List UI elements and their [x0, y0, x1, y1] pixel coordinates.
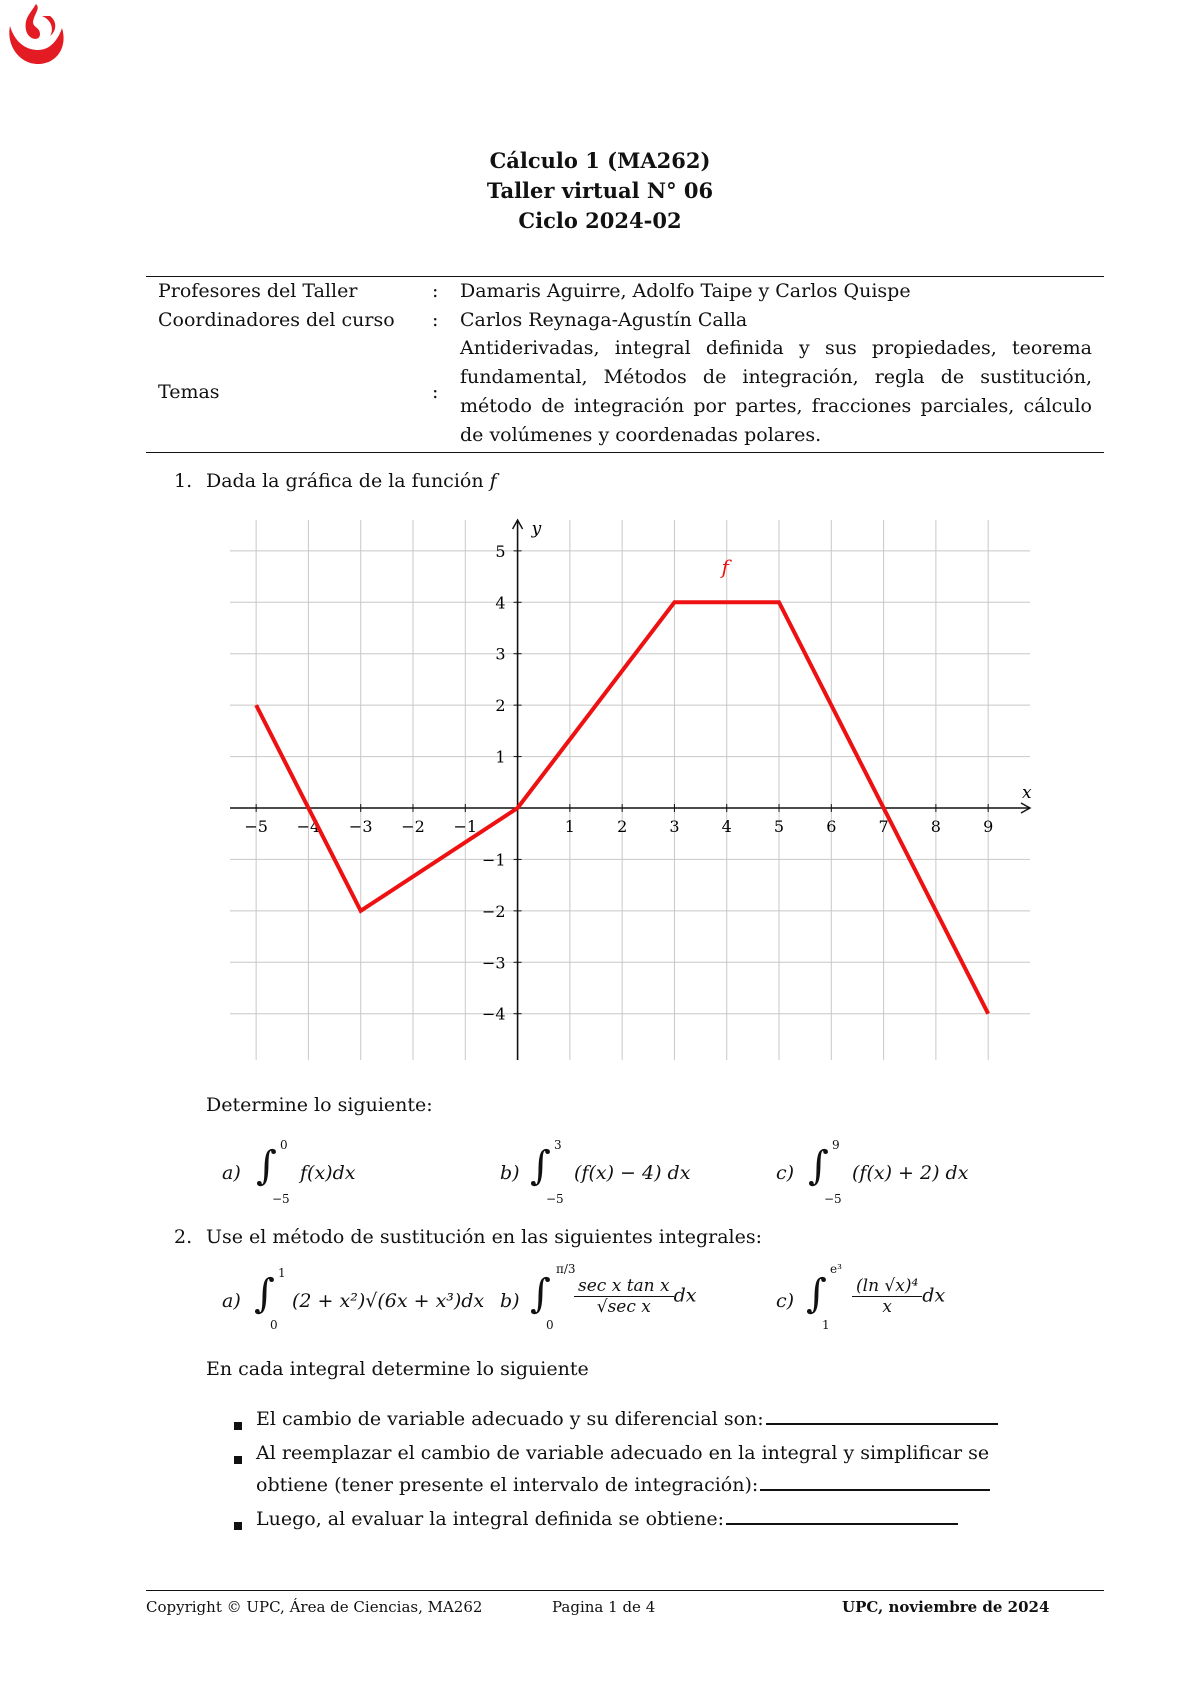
- x-tick-label: 2: [617, 817, 628, 836]
- chart-ticks: [244, 542, 993, 1024]
- q1-item-c-integrand: (f(x) + 2) dx: [852, 1162, 969, 1184]
- x-tick-label: 3: [669, 817, 680, 836]
- q1-item-b-integral-sign: ∫: [530, 1143, 551, 1189]
- q1-determine: Determine lo siguiente:: [206, 1094, 433, 1116]
- sep-temas: :: [432, 381, 439, 403]
- workshop-title: Taller virtual N° 06: [486, 178, 714, 203]
- footer-rule: [146, 1590, 1104, 1591]
- bullet-1-text: El cambio de variable adecuado y su diferencial son:: [256, 1408, 998, 1430]
- function-graph: [220, 510, 1040, 1070]
- value-coordinadores: Carlos Reynaga-Agustín Calla: [460, 309, 748, 331]
- q2-item-b-integral-sign: ∫: [530, 1271, 551, 1317]
- q1-item-c-integral-sign: ∫: [808, 1143, 829, 1189]
- q1-item-a-lower: −5: [272, 1192, 290, 1206]
- table-bottom-rule: [146, 452, 1104, 453]
- q2-item-a-integrand: (2 + x²)√(6x + x³)dx: [292, 1290, 485, 1312]
- answer-blank-3: [726, 1523, 958, 1525]
- q1-item-a-integrand: f(x)dx: [300, 1162, 356, 1184]
- y-tick-label: −2: [481, 901, 506, 921]
- q2-item-c-numerator: (ln √x)⁴: [852, 1276, 922, 1297]
- q2-subtitle: En cada integral determine lo siguiente: [206, 1358, 589, 1380]
- footer-copyright: Copyright © UPC, Área de Ciencias, MA262: [146, 1598, 483, 1616]
- bullet-2-text: Al reemplazar el cambio de variable adecuado en la integral y simplificar se: [256, 1442, 990, 1464]
- y-tick-label: 4: [495, 593, 506, 613]
- q2-item-b-lower: 0: [546, 1318, 554, 1332]
- x-tick-label: −2: [401, 817, 425, 836]
- answer-blank-1: [766, 1423, 998, 1425]
- x-tick-label: −5: [244, 817, 268, 836]
- q2-item-a-upper: 1: [278, 1266, 286, 1280]
- y-tick-label: 3: [495, 644, 506, 664]
- q2-item-b-tail: dx: [673, 1284, 697, 1307]
- x-tick-label: −1: [453, 817, 478, 836]
- q2-item-c-denominator: x: [882, 1297, 892, 1317]
- q2-item-c-integrand: [852, 1276, 945, 1317]
- q2-item-a-lower: 0: [270, 1318, 278, 1332]
- q1-item-a-upper: 0: [280, 1138, 288, 1152]
- bullet-1: [234, 1422, 242, 1430]
- q2-item-b-label: b): [500, 1290, 520, 1312]
- y-tick-label: −1: [481, 850, 506, 870]
- y-tick-label: −4: [481, 1004, 506, 1024]
- label-temas: Temas: [158, 381, 220, 403]
- x-tick-label: 5: [773, 817, 785, 836]
- y-tick-label: 5: [495, 541, 506, 561]
- y-tick-label: −3: [481, 953, 506, 973]
- series-label-f: f: [721, 555, 729, 579]
- q1-number: 1.: [174, 470, 193, 492]
- course-title: Cálculo 1 (MA262): [489, 148, 711, 173]
- x-tick-label: 1: [564, 817, 575, 836]
- q2-item-b-upper: π/3: [556, 1262, 576, 1276]
- q2-item-a-label: a): [222, 1290, 241, 1312]
- q2-item-c-label: c): [776, 1290, 795, 1312]
- chart-axes: [230, 519, 1032, 1060]
- q2-number: 2.: [174, 1226, 193, 1248]
- q2-item-c-tail: dx: [922, 1284, 946, 1307]
- q1-item-c-label: c): [776, 1162, 795, 1184]
- q2-item-b-integrand: [574, 1276, 697, 1317]
- footer-date: UPC, noviembre de 2024: [842, 1598, 1050, 1616]
- bullet-2: [234, 1456, 242, 1464]
- sep-profesores: :: [432, 280, 439, 302]
- value-temas: Antiderivadas, integral definida y sus propiedades, teorema fundamental, Métodos de integración, regla de sustitución, método de integración por partes, fracciones parciales, cálculo de volúmenes y coordenadas polares.: [460, 337, 1092, 446]
- bullet-2-text-cont: obtiene (tener presente el intervalo de integración):: [256, 1474, 990, 1496]
- q2-item-c-integral-sign: ∫: [806, 1271, 827, 1317]
- q2-item-c-lower: 1: [822, 1318, 830, 1332]
- x-tick-label: 4: [721, 817, 732, 836]
- x-tick-label: 8: [930, 817, 941, 836]
- q1-item-b-upper: 3: [554, 1138, 562, 1152]
- q2-item-b-numerator: sec x tan x: [574, 1276, 674, 1297]
- footer-page: Pagina 1 de 4: [552, 1598, 656, 1616]
- value-profesores: Damaris Aguirre, Adolfo Taipe y Carlos Quispe: [460, 280, 911, 302]
- x-tick-label: 6: [826, 817, 837, 836]
- y-tick-label: 1: [495, 747, 506, 767]
- upc-logo: [0, 0, 72, 72]
- y-axis-label: y: [531, 519, 542, 539]
- label-profesores: Profesores del Taller: [158, 280, 358, 302]
- q1-item-a-integral-sign: ∫: [256, 1143, 277, 1189]
- cycle-title: Ciclo 2024-02: [518, 208, 682, 233]
- x-tick-label: 9: [983, 817, 994, 836]
- x-axis-label: x: [1022, 783, 1032, 803]
- q2-item-b-denominator: √sec x: [596, 1297, 651, 1317]
- q1-item-b-lower: −5: [546, 1192, 564, 1206]
- label-coordinadores: Coordinadores del curso: [158, 309, 395, 331]
- x-tick-label: −3: [348, 817, 373, 836]
- q2-item-c-upper: e³: [830, 1262, 842, 1276]
- q1-text: Dada la gráfica de la función f: [206, 470, 497, 492]
- bullet-3-text: Luego, al evaluar la integral definida se obtiene:: [256, 1508, 958, 1530]
- q1-item-c-upper: 9: [832, 1138, 840, 1152]
- q2-text: Use el método de sustitución en las siguientes integrales:: [206, 1226, 762, 1248]
- q1-item-a-label: a): [222, 1162, 241, 1184]
- q1-item-b-label: b): [500, 1162, 520, 1184]
- y-tick-label: 2: [495, 696, 506, 716]
- bullet-3: [234, 1522, 242, 1530]
- x-tick-label: −4: [296, 817, 321, 836]
- q2-item-a-integral-sign: ∫: [254, 1271, 275, 1317]
- q1-item-b-integrand: (f(x) − 4) dx: [574, 1162, 691, 1184]
- answer-blank-2: [760, 1489, 990, 1491]
- q1-item-c-lower: −5: [824, 1192, 842, 1206]
- x-tick-label: 7: [878, 817, 889, 836]
- chart-grid: [230, 520, 1030, 1060]
- sep-coordinadores: :: [432, 309, 439, 331]
